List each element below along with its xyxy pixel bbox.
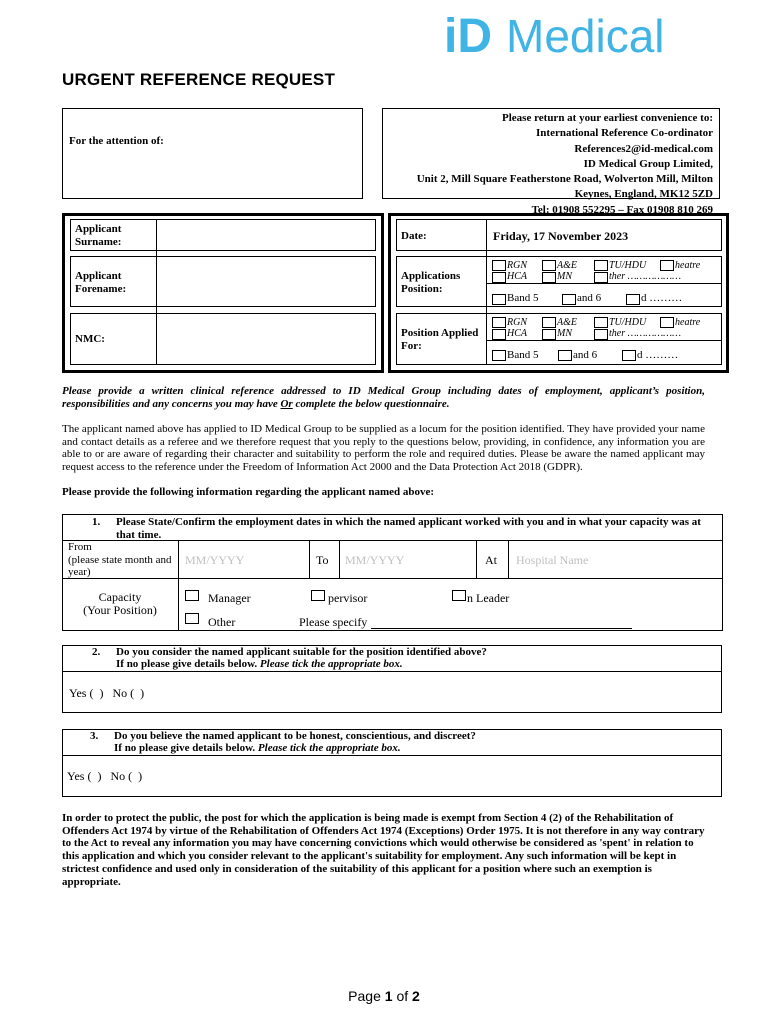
q3-answer[interactable]: Yes ( ) No ( ) — [67, 769, 143, 783]
itu-option: TU/HDU — [609, 317, 647, 328]
forename-label: Applicant Forename: — [75, 270, 127, 295]
q1-number: 1. — [92, 516, 101, 528]
hospital-name-input[interactable]: Hospital Name — [516, 553, 589, 567]
ae-checkbox[interactable] — [542, 317, 556, 328]
return-email: References2@id-medical.com — [574, 142, 713, 155]
hca-option: HCA — [507, 328, 527, 339]
supervisor-option: pervisor — [328, 591, 368, 605]
date-value: Friday, 17 November 2023 — [493, 229, 629, 243]
body-paragraph: The applicant named above has applied to ID Medical Group to be supplied as a locum for the position identified. They have provided your name and contact details as a referee and we therefore request that you reply to the questions below, providing, in confidence, any information you are able to or are aware of regarding their character and suitability to perform the role and required duties. Please be aware the named applicant may request access to the reference under the Freedom of Information Act 2000 and the Data Protection Act 2018 (GDPR). — [62, 423, 705, 474]
attention-label: For the attention of: — [69, 135, 164, 147]
band6-checkbox[interactable] — [562, 294, 576, 305]
surname-input[interactable] — [158, 221, 374, 249]
logo-name: Medical — [506, 10, 665, 60]
band5-option: Band 5 — [507, 292, 539, 304]
rmn-checkbox[interactable] — [542, 272, 556, 283]
itu-option: TU/HDU — [609, 260, 647, 271]
band7-checkbox[interactable] — [622, 350, 636, 361]
id-medical-logo — [444, 10, 689, 60]
theatre-option: heatre — [675, 317, 701, 328]
band7-option: d ……… — [637, 349, 679, 361]
team-leader-checkbox[interactable] — [452, 590, 466, 601]
band6-checkbox[interactable] — [558, 350, 572, 361]
hca-option: HCA — [507, 271, 527, 282]
position-label: Position Applied For: — [401, 327, 479, 352]
return-line: International Reference Co-ordinator — [536, 127, 713, 140]
document-title: URGENT REFERENCE REQUEST — [62, 70, 336, 89]
nmc-input[interactable] — [158, 315, 374, 363]
return-line: Unit 2, Mill Square Featherstone Road, Wolverton Mill, Milton — [416, 173, 713, 186]
return-phone: Tel: 01908 552295 – Fax 01908 810 269 — [531, 203, 713, 216]
rehabilitation-notice: In order to protect the public, the post for which the application is being made is exempt from Section 4 (2) of the Rehabilitation of Offenders Act 1974 by virtue of the Rehabilitation of Offenders Act 1974 (Exceptions) Order 1975. It is not therefore in any way contrary to the Act to reveal any information you may have concerning convictions which would otherwise be considered as 'spent' in relation to this application and which you consider relevant to the applicant's suitability for employment. Any such information will be kept in strictest confidence and used only in consideration of the suitability of this applicant for a position where such an exemption is appropriate. — [62, 812, 705, 888]
from-date-input[interactable]: MM/YYYY — [185, 553, 245, 567]
theatre-option: heatre — [675, 260, 701, 271]
itu-checkbox[interactable] — [594, 317, 608, 328]
band7-checkbox[interactable] — [626, 294, 640, 305]
surname-label: Applicant Surname: — [75, 223, 122, 248]
q3-text: Do you believe the named applicant to be honest, conscientious, and discreet? — [114, 730, 476, 742]
other-capacity-checkbox[interactable] — [185, 613, 199, 624]
theatre-checkbox[interactable] — [660, 260, 674, 271]
from-label: From (please state month and year) — [68, 541, 172, 578]
at-label: At — [485, 553, 497, 567]
band6-option: and 6 — [573, 349, 598, 361]
logo-mark: iD — [444, 10, 492, 60]
q2-text: Do you consider the named applicant suitable for the position identified above? — [116, 646, 487, 658]
to-label: To — [316, 553, 329, 567]
hca-checkbox[interactable] — [492, 272, 506, 283]
rmn-option: MN — [557, 328, 572, 339]
ae-option: A&E — [557, 260, 577, 271]
q2-number: 2. — [92, 646, 101, 658]
return-line: Keynes, England, MK12 5ZD — [574, 188, 713, 201]
to-date-input[interactable]: MM/YYYY — [345, 553, 405, 567]
page-number: Page 1 of 2 — [348, 988, 420, 1004]
hca-checkbox[interactable] — [492, 329, 506, 340]
manager-option: Manager — [208, 591, 251, 605]
other-option: ther ……………… — [609, 328, 681, 339]
other-option: ther ……………… — [609, 271, 681, 282]
rgn-checkbox[interactable] — [492, 317, 506, 328]
specify-label: Please specify — [299, 615, 368, 629]
intro-instruction: Please provide a written clinical reference addressed to ID Medical Group including dates of employment, applicant’s position, responsibilities and any concerns you may have Or complete the below questionnaire. — [62, 385, 705, 410]
rgn-option: RGN — [507, 317, 527, 328]
return-to-box — [382, 108, 720, 216]
return-line: Please return at your earliest convenience to: — [502, 112, 713, 124]
rmn-option: MN — [557, 271, 572, 282]
intro-or: Or — [280, 397, 293, 410]
theatre-checkbox[interactable] — [660, 317, 674, 328]
band6-option: and 6 — [577, 292, 602, 304]
other-capacity-option: Other — [208, 615, 236, 629]
ae-option: A&E — [557, 317, 577, 328]
rmn-checkbox[interactable] — [542, 329, 556, 340]
other-checkbox[interactable] — [594, 272, 608, 283]
supervisor-checkbox[interactable] — [311, 590, 325, 601]
applications-label: Applications Position: — [401, 270, 461, 295]
provide-line: Please provide the following information regarding the applicant named above: — [62, 486, 435, 498]
q2-instruction: If no please give details below. Please tick the appropriate box. — [116, 658, 403, 670]
band5-checkbox[interactable] — [492, 294, 506, 305]
q3-instruction: If no please give details below. Please tick the appropriate box. — [114, 742, 401, 754]
ae-checkbox[interactable] — [542, 260, 556, 271]
specify-input[interactable] — [371, 616, 632, 629]
q1-text: Please State/Confirm the employment dates in which the named applicant worked with you and in what your capacity was at that time. — [116, 516, 701, 541]
itu-checkbox[interactable] — [594, 260, 608, 271]
band5-checkbox[interactable] — [492, 350, 506, 361]
band5-option: Band 5 — [507, 349, 539, 361]
q3-number: 3. — [90, 730, 99, 742]
other-checkbox[interactable] — [594, 329, 608, 340]
rgn-option: RGN — [507, 260, 527, 271]
team-leader-option: n Leader — [467, 591, 510, 605]
nmc-label: NMC: — [75, 333, 105, 345]
q2-answer[interactable]: Yes ( ) No ( ) — [69, 686, 145, 700]
rgn-checkbox[interactable] — [492, 260, 506, 271]
forename-input[interactable] — [158, 258, 374, 305]
manager-checkbox[interactable] — [185, 590, 199, 601]
capacity-label: Capacity (Your Position) — [83, 590, 157, 617]
attention-box[interactable] — [62, 108, 363, 199]
return-line: ID Medical Group Limited, — [583, 157, 713, 170]
date-label: Date: — [401, 230, 427, 242]
band7-option: d ……… — [641, 292, 683, 304]
return-address — [417, 111, 713, 218]
